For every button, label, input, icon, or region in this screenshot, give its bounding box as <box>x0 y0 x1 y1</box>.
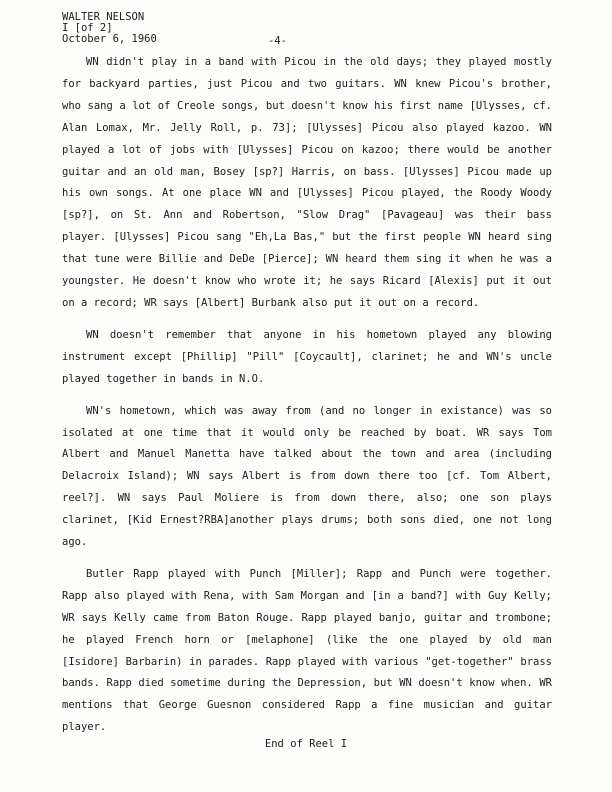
paragraph-butler-rapp: Butler Rapp played with Punch [Miller]; Rapp and Punch were together. Rapp also played with Rena, with Sam Morgan and [in a band?] with Guy Kelly; WR says Kelly came from Baton Rouge. Rapp played banjo, guitar and trombone; he played French horn or [melaphone] (like the one played by old man [Isidore] Barbarin) in parades. Rapp played with various "get-together" brass bands. Rapp died sometime during the Depression, but WN doesn't know when. WR mentions that George Guesnon considered Rapp a fine musician and guitar player. <box>62 567 552 734</box>
paragraph-hometown-isolated: WN's hometown, which was away from (and no longer in existance) was so isolated at one time that it would only be reached by boat. WR says Tom Albert and Manuel Manetta have talked about the town and area (including Delacroix Island); WN says Albert is from down there too [cf. Tom Albert, reel?]. WN says Paul Moliere is from down there, also; one son plays clarinet, [Kid Ernest?RBA]another plays drums; both sons died, one not long ago. <box>62 404 552 549</box>
header-date: October 6, 1960 <box>62 33 157 45</box>
paragraph-hometown-instruments: WN doesn't remember that anyone in his hometown played any blowing instrument except [Phillip] "Pill" [Coycault], clarinet; he and WN's uncle played together in bands in N.O. <box>62 328 552 385</box>
end-of-reel: End of Reel I <box>264 738 348 750</box>
page-header <box>62 12 157 45</box>
transcript-body <box>62 52 552 749</box>
page-number: -4- <box>268 35 287 47</box>
paragraph-picou: WN didn't play in a band with Picou in the old days; they played mostly for backyard parties, just Picou and two guitars. WN knew Picou's brother, who sang a lot of Creole songs, but doesn't know his first name [Ulysses, cf. Alan Lomax, Mr. Jelly Roll, p. 73]; [Ulysses] Picou also played kazoo. WN played a lot of jobs with [Ulysses] Picou on kazoo; there would be another guitar and an old man, Bosey [sp?] Harris, on bass. [Ulysses] Picou made up his own songs. At one place WN and [Ulysses] Picou played, the Roody Woody [sp?], on St. Ann and Robertson, "Slow Drag" [Pavageau] was their bass player. [Ulysses] Picou sang "Eh,La Bas," but the first people WN heard sing that tune were Billie and DeDe [Pierce]; WN heard them sing it when he was a youngster. He doesn't know who wrote it; he says Ricard [Alexis] put it out on a record; WR says [Albert] Burbank also put it out on a record. <box>62 56 552 309</box>
header-reel: I [of 2] <box>62 22 113 34</box>
header-name: WALTER NELSON <box>62 11 145 23</box>
